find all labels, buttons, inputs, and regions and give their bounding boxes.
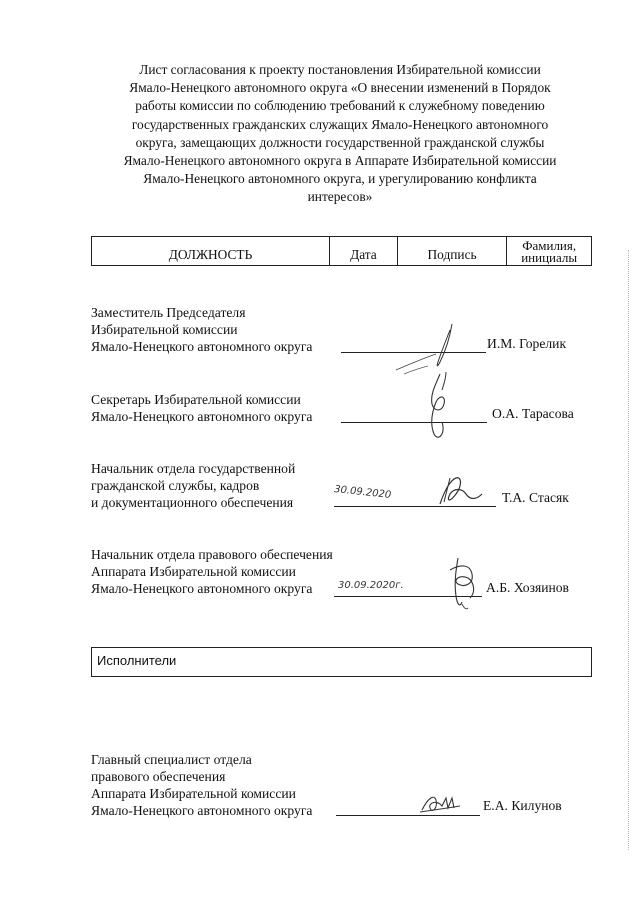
executor-name: Е.А. Килунов — [483, 798, 562, 813]
header-date: Дата — [330, 237, 398, 265]
approver-4-name: А.Б. Хозяинов — [486, 580, 569, 595]
approver-4-date: 30.09.2020г. — [338, 580, 404, 591]
approver-2-signature — [410, 368, 470, 448]
header-name: Фамилия, инициалы — [521, 238, 578, 265]
approver-2-name: О.А. Тарасова — [492, 406, 574, 421]
executors-label: Исполнители — [97, 653, 177, 668]
approver-1-name: И.М. Горелик — [487, 336, 567, 351]
approver-4-signature — [440, 556, 490, 616]
executor-position: Главный специалист отдела правового обеспечения Аппарата Избирательной комиссии Ямало-Ненецкого автономного округа — [91, 752, 313, 818]
title-line: Ямало-Ненецкого автономного округа, и урегулированию конфликта — [143, 171, 537, 187]
approver-1-position: Заместитель Председателя Избирательной комиссии Ямало-Ненецкого автономного округа — [91, 305, 313, 354]
title-line: Ямало-Ненецкого автономного округа «О внесении изменений в Порядок — [129, 80, 551, 96]
title-line: Ямало-Ненецкого автономного округа в Аппарате Избирательной комиссии — [123, 153, 557, 169]
header-table — [91, 236, 592, 266]
executor-signature — [418, 790, 468, 820]
approver-4-position: Начальник отдела правового обеспечения Аппарата Избирательной комиссии Ямало-Ненецкого автономного округа — [91, 547, 333, 596]
title-line: округа, замещающих должности государственной гражданской службы — [135, 134, 545, 150]
approver-2-position: Секретарь Избирательной комиссии Ямало-Ненецкого автономного округа — [91, 392, 313, 424]
executors-box — [91, 647, 592, 677]
title-line: интересов» — [307, 189, 373, 205]
approver-3-signature — [432, 472, 492, 512]
header-position: ДОЛЖНОСТЬ — [92, 237, 330, 265]
approver-3-date: 30.09.2020 — [333, 484, 392, 501]
title-line: работы комиссии по соблюдению требований к служебному поведению — [135, 98, 545, 114]
approver-3-position: Начальник отдела государственной гражданской службы, кадров и документационного обеспечения — [91, 461, 296, 510]
document-title — [86, 61, 594, 207]
approver-3-name: Т.А. Стасяк — [502, 490, 569, 505]
scan-edge — [628, 250, 630, 850]
title-line: Лист согласования к проекту постановления Избирательной комиссии — [139, 62, 541, 77]
title-line: государственных гражданских служащих Ямало-Ненецкого автономного — [131, 116, 549, 132]
header-signature: Подпись — [398, 237, 508, 265]
